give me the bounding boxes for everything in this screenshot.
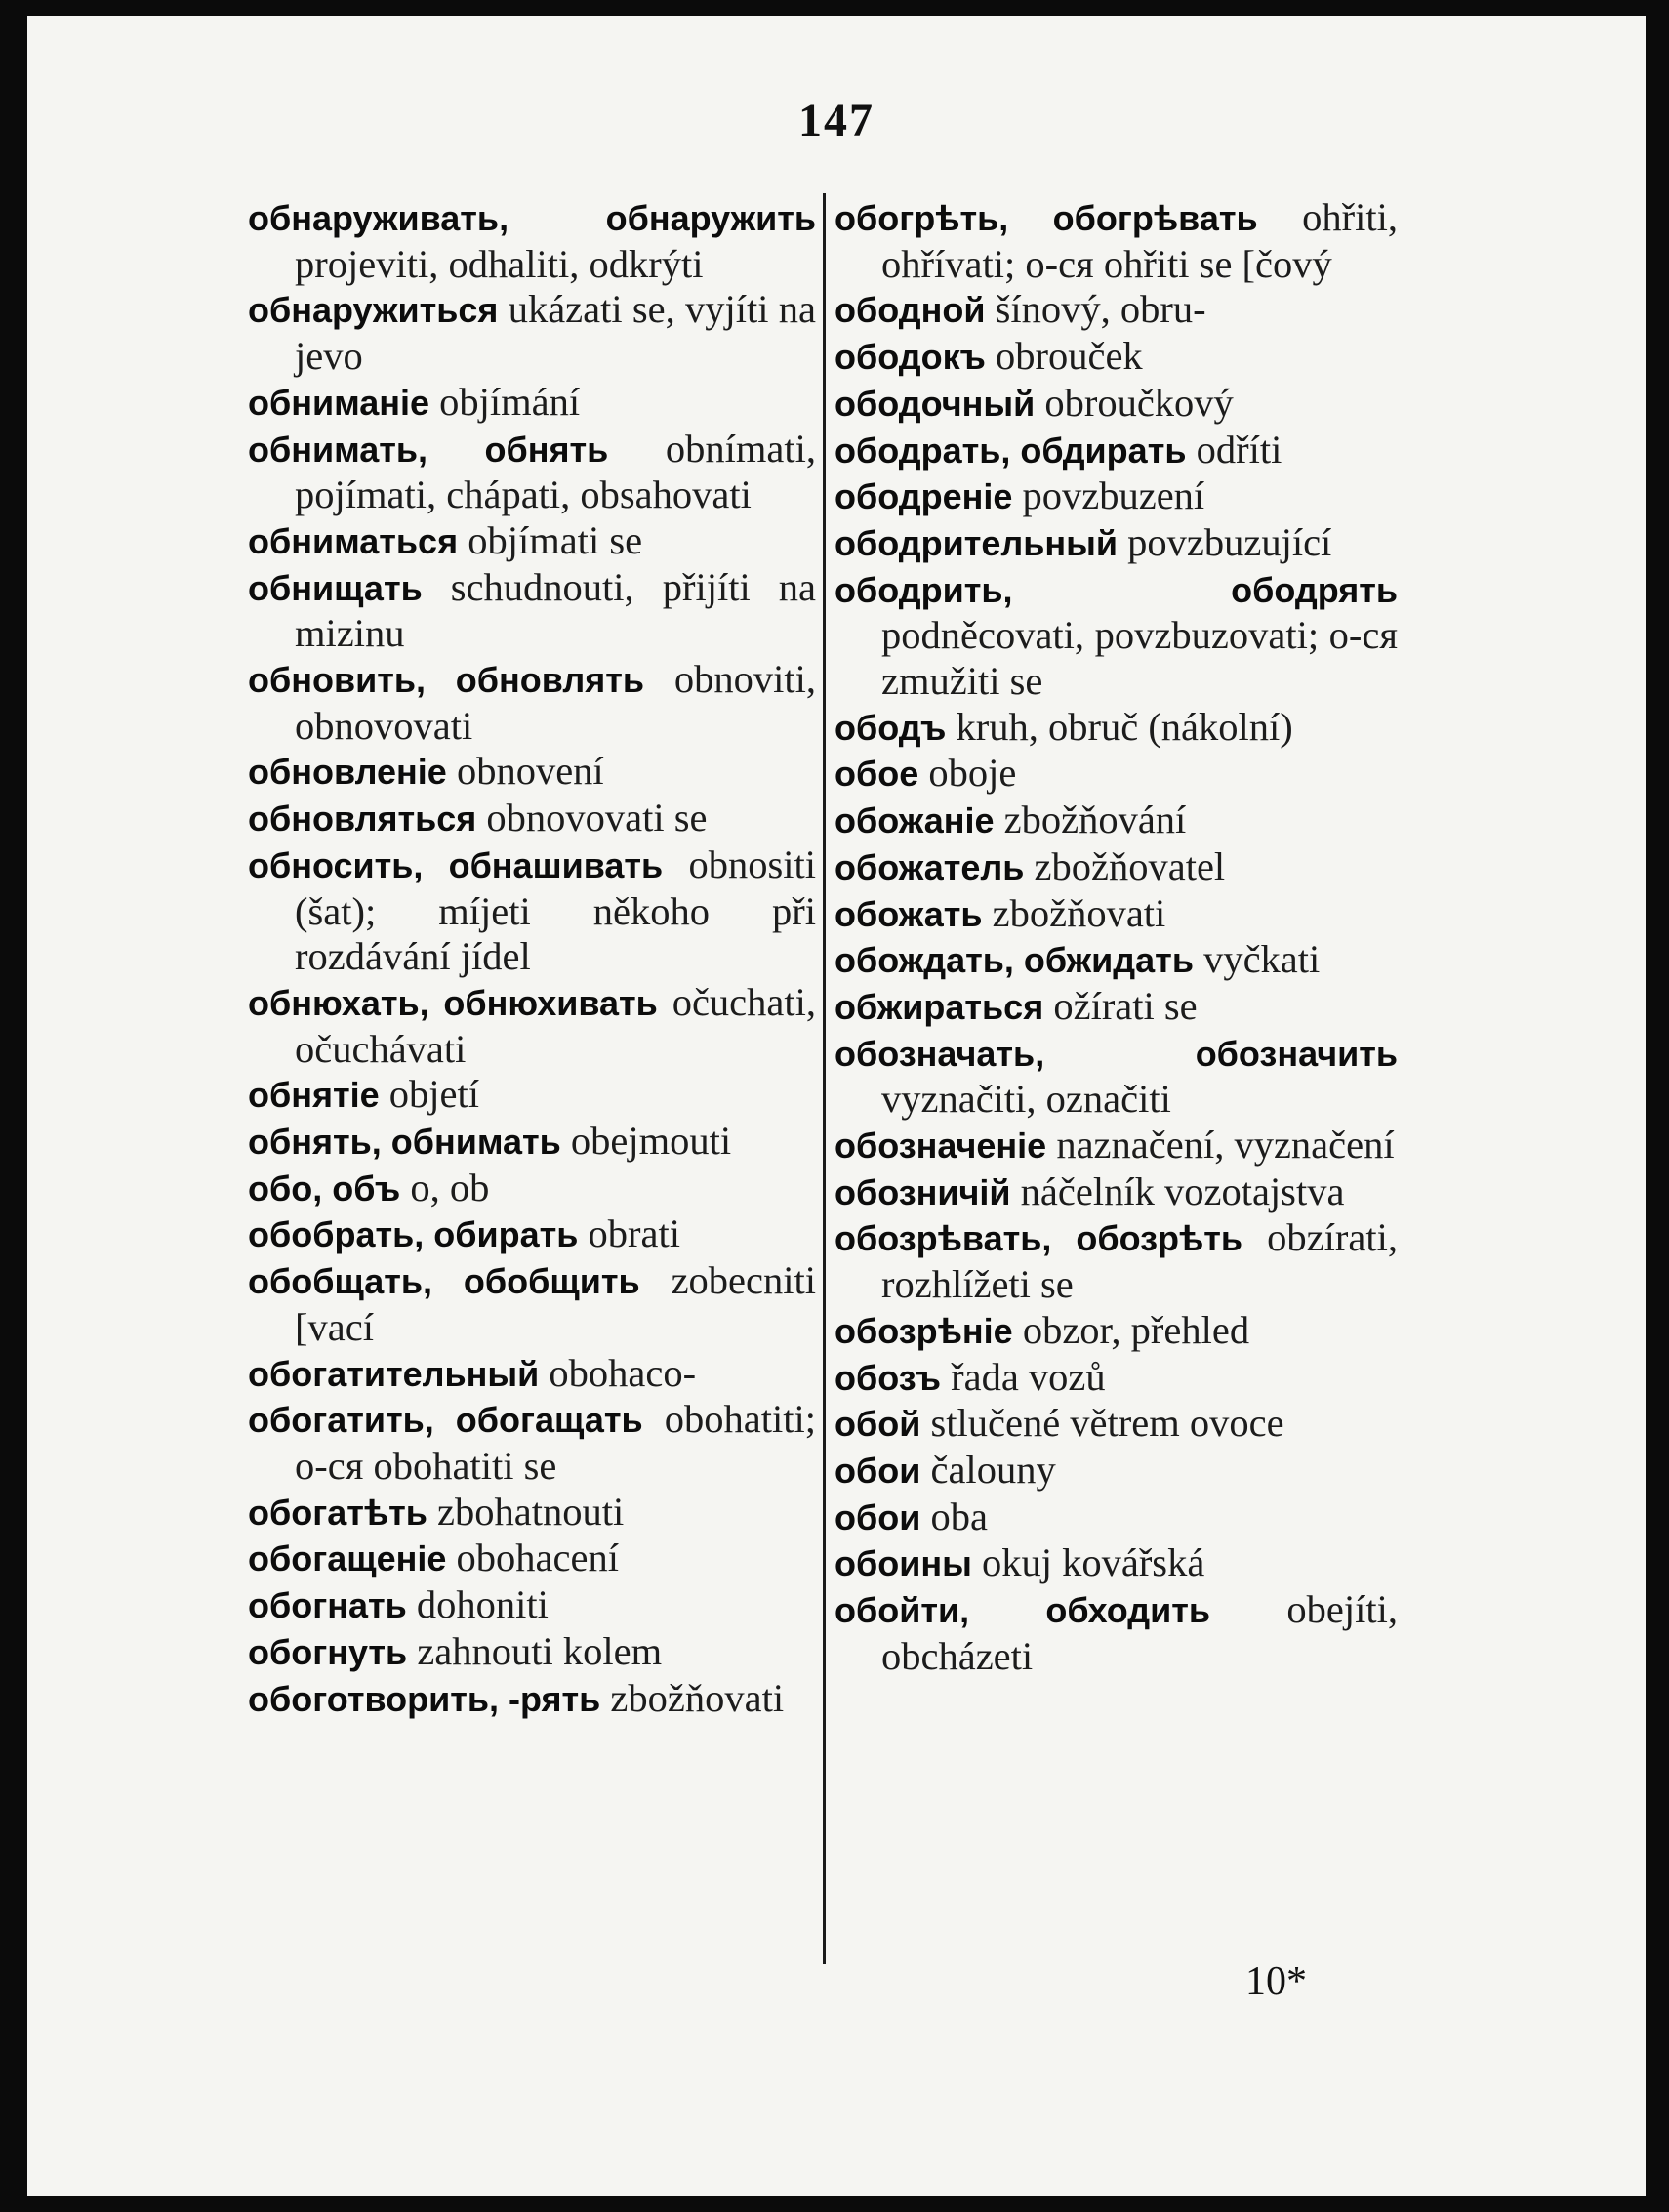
entry-definition: schudnouti, přijíti na mizinu — [295, 564, 817, 656]
entry-definition: zbohatnouti — [437, 1489, 625, 1534]
dictionary-page — [27, 16, 1646, 2196]
entry-definition: okuj kovářská — [981, 1540, 1205, 1585]
entry-headword: обои — [834, 1450, 921, 1491]
dictionary-entry — [834, 1448, 1398, 1495]
entry-definition: řada vozů — [951, 1354, 1106, 1399]
dictionary-entry — [834, 1123, 1398, 1169]
entry-headword: обоготворить, -рять — [248, 1678, 601, 1719]
entry-definition: obohacení — [456, 1536, 619, 1580]
entry-headword: обой — [834, 1404, 921, 1445]
entry-headword: обожатель — [834, 846, 1025, 887]
entry-headword: обобщать, обобщить — [248, 1261, 640, 1302]
entry-definition: oboje — [928, 751, 1017, 796]
entry-headword: обозначать, обозначить — [834, 1033, 1398, 1074]
entry-headword: обое — [834, 754, 919, 795]
entry-definition: objetí — [388, 1072, 479, 1117]
entry-definition: náčelník vozotajstva — [1020, 1168, 1345, 1213]
entry-definition: naznačení, vyznačení — [1056, 1123, 1395, 1167]
dictionary-entry — [834, 1355, 1398, 1402]
entry-definition: šínový, obru- — [995, 287, 1206, 332]
entry-definition: zahnouti kolem — [417, 1628, 663, 1673]
dictionary-entry — [248, 1490, 816, 1536]
entry-definition: kruh, obruč (nákolní) — [956, 704, 1293, 749]
entry-headword: обновить, обновлять — [248, 660, 644, 701]
entry-definition: ožírati se — [1053, 983, 1198, 1028]
entry-definition: oba — [930, 1494, 988, 1538]
entry-headword: обои — [834, 1496, 921, 1537]
dictionary-entry — [834, 984, 1398, 1031]
entry-definition: obrouček — [995, 334, 1143, 379]
dictionary-entry — [248, 749, 816, 796]
dictionary-entry — [834, 1401, 1398, 1448]
entry-headword: обнищать — [248, 567, 423, 608]
entry-definition: obohatiti; o-ся obohatiti se — [295, 1397, 816, 1488]
entry-headword: обожать — [834, 893, 983, 934]
entry-headword: ободъ — [834, 707, 947, 748]
dictionary-entry — [834, 844, 1398, 891]
entry-headword: обойти, обходить — [834, 1590, 1211, 1631]
entry-definition: obnositi (šat); míjeti někoho při rozdávání jídel — [295, 841, 816, 979]
right-column — [834, 195, 1398, 1680]
dictionary-entry — [248, 427, 816, 518]
entry-definition: obzor, přehled — [1022, 1307, 1250, 1352]
dictionary-entry — [248, 1072, 816, 1119]
dictionary-entry — [248, 1629, 816, 1676]
dictionary-entry — [834, 287, 1398, 334]
entry-definition: obnímati, pojímati, chápati, obsahovati — [295, 426, 816, 517]
dictionary-entry — [834, 520, 1398, 567]
entry-definition: zbožňovati — [992, 890, 1166, 935]
entry-definition: obnovovati se — [486, 796, 708, 840]
dictionary-entry — [834, 798, 1398, 844]
entry-definition: o, ob — [410, 1165, 490, 1209]
entry-headword: обоины — [834, 1543, 972, 1584]
entry-headword: обозрѣвать, обозрѣть — [834, 1218, 1243, 1259]
entry-headword: ободокъ — [834, 337, 986, 378]
entry-headword: обогатительный — [248, 1353, 540, 1394]
dictionary-entry — [834, 891, 1398, 938]
entry-headword: обозначеніе — [834, 1126, 1047, 1167]
dictionary-entry — [248, 1166, 816, 1212]
entry-headword: обогатѣть — [248, 1492, 427, 1533]
page-number: 147 — [798, 95, 875, 146]
dictionary-entry — [248, 657, 816, 749]
entry-definition: ukázati se, vyjíti na jevo — [295, 287, 817, 379]
entry-definition: zobecniti [vací — [295, 1258, 816, 1349]
entry-headword: обогатить, обогащать — [248, 1400, 643, 1441]
entry-definition: projeviti, odhaliti, odkrýti — [295, 241, 704, 286]
dictionary-entry — [834, 428, 1398, 474]
entry-definition: obnoviti, obnovovati — [295, 657, 816, 748]
entry-definition: vyznačiti, označiti — [881, 1077, 1171, 1122]
entry-definition: obzírati, rozhlížeti se — [881, 1215, 1398, 1307]
dictionary-entry — [834, 1540, 1398, 1587]
entry-headword: ободрить, ободрять — [834, 569, 1398, 610]
dictionary-entry — [834, 334, 1398, 381]
entry-headword: ободной — [834, 290, 986, 331]
dictionary-entry — [834, 381, 1398, 428]
entry-definition: obohaco- — [549, 1350, 697, 1395]
entry-headword: обнимать, обнять — [248, 429, 609, 470]
entry-headword: ободрительный — [834, 522, 1118, 563]
entry-headword: обожаніе — [834, 800, 995, 841]
entry-headword: обозъ — [834, 1357, 941, 1398]
entry-definition: vyčkati — [1203, 937, 1321, 982]
entry-headword: обозрѣніе — [834, 1310, 1013, 1351]
entry-headword: обозничій — [834, 1171, 1011, 1212]
dictionary-entry — [834, 567, 1398, 705]
entry-definition: zbožňovati — [610, 1675, 785, 1720]
entry-definition: povzbuzení — [1022, 473, 1205, 518]
dictionary-entry — [248, 1582, 816, 1629]
dictionary-entry — [834, 1587, 1398, 1679]
entry-headword: ободреніе — [834, 476, 1013, 517]
entry-definition: čalouny — [930, 1447, 1056, 1492]
left-column — [248, 195, 816, 1722]
dictionary-entry — [834, 751, 1398, 798]
dictionary-entry — [248, 287, 816, 379]
signature-mark: 10* — [1245, 1959, 1307, 2004]
entry-headword: обнятіе — [248, 1075, 380, 1116]
entry-headword: обнаружиться — [248, 290, 499, 331]
entry-definition: objímání — [439, 379, 581, 424]
entry-definition: obnovení — [456, 749, 604, 794]
entry-definition: zbožňovatel — [1034, 843, 1226, 888]
dictionary-entry — [248, 1258, 816, 1350]
entry-definition: obrati — [588, 1211, 680, 1256]
entry-headword: обогащеніе — [248, 1538, 447, 1579]
entry-definition: podněcovati, povzbuzovati; o-ся zmužiti se — [881, 613, 1398, 704]
entry-definition: zbožňování — [1003, 798, 1187, 842]
column-divider — [823, 193, 826, 1964]
dictionary-entry — [834, 1169, 1398, 1216]
entry-definition: dohoniti — [416, 1582, 549, 1627]
entry-headword: обогрѣть, обогрѣвать — [834, 198, 1258, 238]
dictionary-entry — [248, 380, 816, 427]
dictionary-entry — [834, 1215, 1398, 1307]
entry-definition: povzbuzující — [1127, 519, 1332, 564]
dictionary-entry — [834, 195, 1398, 287]
entry-definition: objímati se — [468, 517, 643, 562]
entry-definition: ohřiti, ohřívati; o-ся ohřiti se [čový — [881, 195, 1399, 286]
dictionary-entry — [248, 1351, 816, 1398]
entry-headword: ободочный — [834, 383, 1036, 424]
dictionary-entry — [248, 565, 816, 657]
entry-headword: ободрать, обдирать — [834, 430, 1187, 471]
dictionary-entry — [834, 473, 1398, 520]
dictionary-entry — [248, 842, 816, 980]
entry-headword: обобрать, обирать — [248, 1214, 579, 1255]
dictionary-entry — [248, 1536, 816, 1582]
entry-headword: обнаруживать, обнаружить — [248, 198, 816, 238]
entry-definition: obejíti, obcházeti — [881, 1587, 1399, 1678]
dictionary-entry — [834, 1495, 1398, 1541]
entry-headword: обжираться — [834, 986, 1044, 1027]
entry-headword: обновляться — [248, 799, 477, 840]
entry-headword: обождать, обжидать — [834, 940, 1194, 981]
dictionary-entry — [248, 195, 816, 287]
dictionary-entry — [248, 1211, 816, 1258]
dictionary-entry — [834, 1031, 1398, 1123]
entry-definition: obroučkový — [1044, 380, 1234, 425]
entry-headword: обогнать — [248, 1585, 407, 1626]
entry-headword: обогнуть — [248, 1631, 408, 1672]
dictionary-entry — [248, 1397, 816, 1489]
entry-headword: обнять, обнимать — [248, 1122, 561, 1163]
dictionary-entry — [834, 705, 1398, 752]
entry-definition: obejmouti — [570, 1119, 732, 1164]
entry-definition: odříti — [1196, 427, 1282, 471]
entry-definition: očuchati, očuchávati — [295, 979, 816, 1071]
entry-definition: stlučené větrem ovoce — [930, 1401, 1284, 1446]
entry-headword: обновленіе — [248, 752, 447, 793]
entry-headword: обо, объ — [248, 1167, 401, 1208]
dictionary-entry — [248, 796, 816, 842]
dictionary-entry — [248, 1676, 816, 1723]
dictionary-entry — [834, 937, 1398, 984]
entry-headword: обниманіе — [248, 382, 430, 423]
dictionary-entry — [248, 980, 816, 1072]
dictionary-entry — [248, 518, 816, 565]
dictionary-entry — [248, 1119, 816, 1166]
entry-headword: обносить, обнашивать — [248, 844, 664, 885]
dictionary-entry — [834, 1308, 1398, 1355]
entry-headword: обнюхать, обнюхивать — [248, 982, 658, 1023]
entry-headword: обниматься — [248, 520, 459, 561]
